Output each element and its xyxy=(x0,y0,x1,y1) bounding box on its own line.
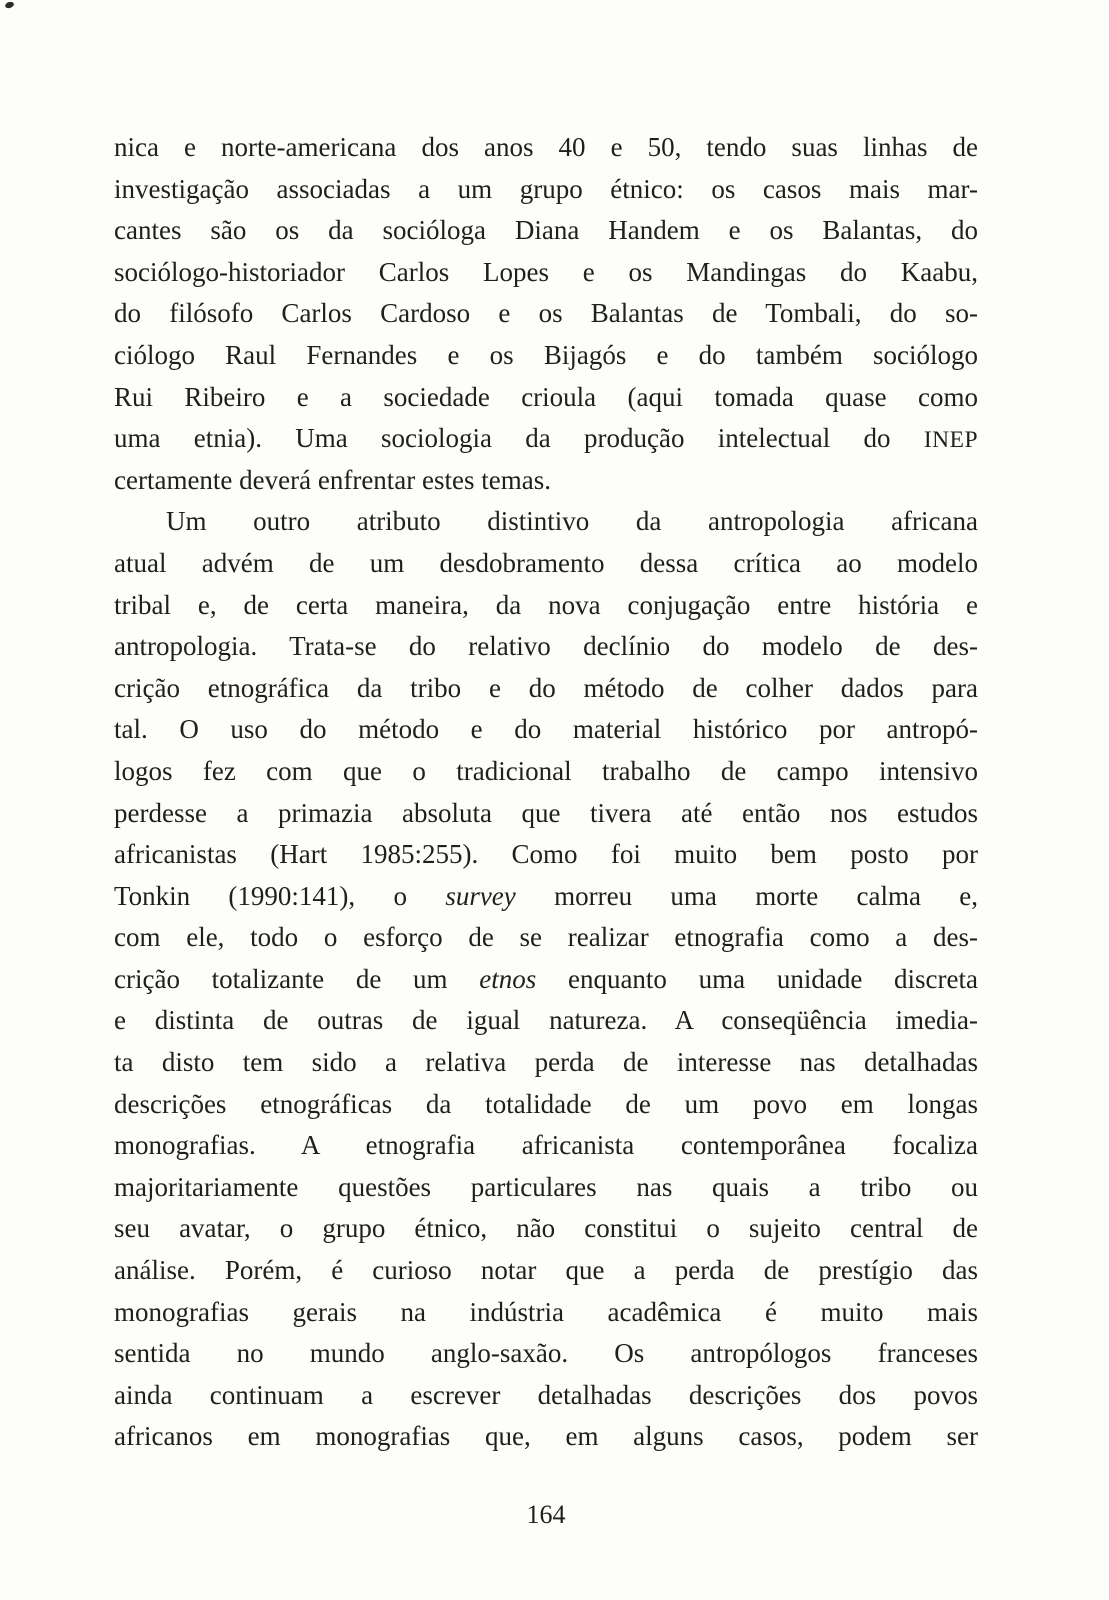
text-run: Tonkin (1990:141), o xyxy=(114,880,446,911)
text-line xyxy=(114,1167,978,1209)
text-run: monografias gerais na indústria acadêmica é muito mais xyxy=(114,1296,978,1327)
text-line xyxy=(114,293,978,335)
text-run: africanistas (Hart 1985:255). Como foi muito bem posto por xyxy=(114,839,978,870)
text-run: cantes são os da socióloga Diana Handem e os Balantas, do xyxy=(114,215,978,246)
text-run: africanos em monografias que, em alguns casos, podem ser xyxy=(114,1421,978,1452)
text-line xyxy=(114,793,978,835)
text-line xyxy=(114,1333,978,1375)
smallcaps-text-run: INEP xyxy=(923,427,978,454)
text-line xyxy=(114,1000,978,1042)
text-line xyxy=(114,1125,978,1167)
text-run: antropologia. Trata-se do relativo declínio do modelo de des- xyxy=(114,631,978,662)
text-run: perdesse a primazia absoluta que tivera até então nos estudos xyxy=(114,797,978,828)
text-line xyxy=(114,460,978,502)
text-run: e distinta de outras de igual natureza. A conseqüência imedia- xyxy=(114,1005,978,1036)
text-run: atual advém de um desdobramento dessa crítica ao modelo xyxy=(114,547,978,578)
text-run: uma etnia). Uma sociologia da produção intelectual do xyxy=(114,423,924,454)
text-run: com ele, todo o esforço de se realizar etnografia como a des- xyxy=(114,922,978,953)
text-run: análise. Porém, é curioso notar que a perda de prestígio das xyxy=(114,1255,978,1286)
page-number: 164 xyxy=(526,1500,566,1529)
text-run: crição etnográfica da tribo e do método de colher dados para xyxy=(114,672,978,703)
text-line xyxy=(114,1250,978,1292)
text-run: nica e norte-americana dos anos 40 e 50, tendo suas linhas de xyxy=(114,132,978,162)
text-run: tribal e, de certa maneira, da nova conjugação entre história e xyxy=(114,589,978,620)
text-run: majoritariamente questões particulares nas quais a tribo ou xyxy=(114,1171,978,1202)
text-line xyxy=(114,1292,978,1334)
text-line xyxy=(114,169,978,211)
text-line xyxy=(114,127,978,169)
text-run: certamente deverá enfrentar estes temas. xyxy=(114,464,551,495)
text-line xyxy=(114,1375,978,1417)
text-line xyxy=(114,335,978,377)
text-line xyxy=(114,418,978,460)
text-line xyxy=(114,668,978,710)
text-run: crição totalizante de um xyxy=(114,963,480,994)
text-line xyxy=(114,1042,978,1084)
text-run: Rui Ribeiro e a sociedade crioula (aqui tomada quase como xyxy=(114,381,978,412)
body-text xyxy=(114,127,978,1458)
text-line xyxy=(114,501,978,543)
text-run: investigação associadas a um grupo étnico: os casos mais mar- xyxy=(114,173,978,204)
text-run: monografias. A etnografia africanista contemporânea focaliza xyxy=(114,1130,978,1161)
text-run: enquanto uma unidade discreta xyxy=(536,963,978,994)
text-run: ainda continuam a escrever detalhadas descrições dos povos xyxy=(114,1379,978,1410)
text-line xyxy=(114,876,978,918)
text-run: sentida no mundo anglo-saxão. Os antropólogos franceses xyxy=(114,1338,978,1369)
text-line xyxy=(114,709,978,751)
text-run: Um outro atributo distintivo da antropologia africana xyxy=(166,506,978,537)
text-line xyxy=(114,543,978,585)
text-line xyxy=(114,1416,978,1458)
text-run: ta disto tem sido a relativa perda de interesse nas detalhadas xyxy=(114,1047,978,1078)
text-line xyxy=(114,1208,978,1250)
text-run: sociólogo-historiador Carlos Lopes e os Mandingas do Kaabu, xyxy=(114,256,978,287)
text-line xyxy=(114,626,978,668)
scan-artifact-mark xyxy=(4,1,14,9)
text-line xyxy=(114,210,978,252)
text-line xyxy=(114,834,978,876)
italic-text-run: survey xyxy=(445,880,516,911)
text-line xyxy=(114,917,978,959)
text-run: ciólogo Raul Fernandes e os Bijagós e do também sociólogo xyxy=(114,339,978,370)
text-run: do filósofo Carlos Cardoso e os Balantas de Tombali, do so- xyxy=(114,298,978,329)
text-run: logos fez com que o tradicional trabalho de campo intensivo xyxy=(114,755,978,786)
italic-text-run: etnos xyxy=(479,963,537,994)
text-line xyxy=(114,585,978,627)
text-run: morreu uma morte calma e, xyxy=(515,880,978,911)
text-line xyxy=(114,959,978,1001)
text-run: tal. O uso do método e do material histórico por antropó- xyxy=(114,714,978,745)
text-line xyxy=(114,751,978,793)
text-line xyxy=(114,377,978,419)
text-line xyxy=(114,1084,978,1126)
text-line xyxy=(114,252,978,294)
text-run: seu avatar, o grupo étnico, não constitui o sujeito central de xyxy=(114,1213,978,1244)
text-run: descrições etnográficas da totalidade de um povo em longas xyxy=(114,1088,978,1119)
